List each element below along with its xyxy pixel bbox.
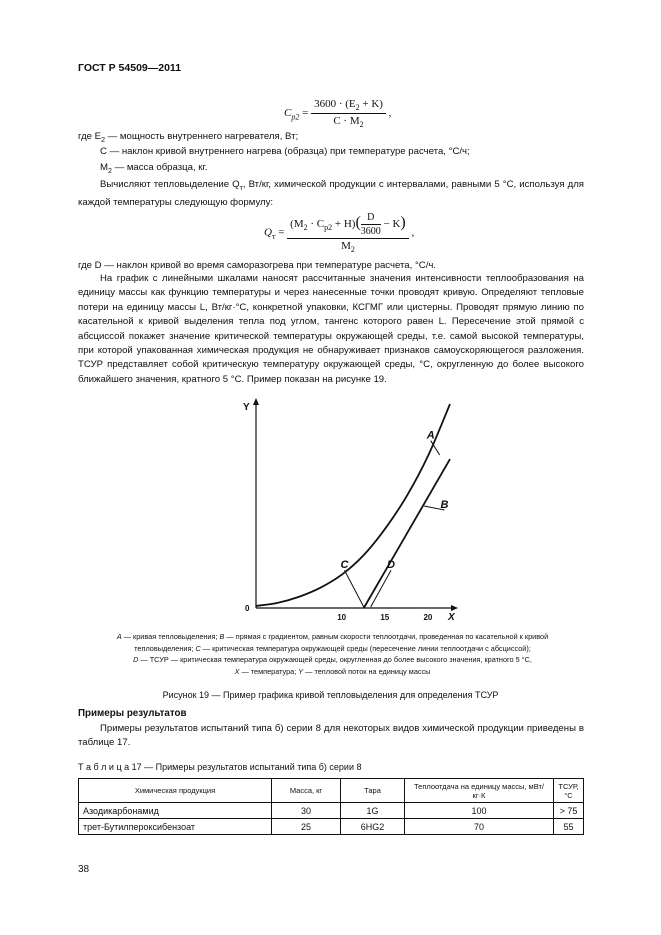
legend-d-text: — ТСУР — критическая температура окружающей среды, округленная до более высокого значения, кратного 5 °С, [138,655,532,664]
section-text: Примеры результатов испытаний типа б) серии 8 для некоторых видов химической продукции приведены в таблице 17. [78,723,584,749]
col-header-sadt: ТСУР, °С [554,779,584,803]
formula2-den-sub: 2 [350,245,355,255]
table-title [78,762,361,772]
annotation-leader-D [371,570,391,607]
annotation-label-A: A [426,429,435,442]
results-table [78,778,584,835]
heat-release-chart [236,398,466,628]
x-axis-label: X [448,612,455,623]
annotation-label-B: B [440,499,449,512]
formula2-denominator [287,239,409,254]
cell-heat-loss: 100 [405,803,554,819]
formula2-lhs: Q [264,226,272,239]
formula1-lhs: C [284,107,292,120]
legend-c-text: — критическая температура окружающей среды (пересечение линии теплоотдачи с абсциссой); [200,643,531,653]
table-title-rest: — Примеры результатов испытаний типа б) серии 8 [141,762,362,772]
page-number: 38 [78,864,90,875]
para1-sub: т [239,184,243,192]
formula2-end: , [411,226,415,239]
formula2-num-a: (M [290,218,304,231]
formula1-denominator [311,114,386,129]
para1-post: , Вт/кг, химической продукции с интервалами, равными 5 °С, используя для каждой температуры следующую формулу: [78,179,584,209]
def-m2-post: — масса образца, кг. [111,162,208,173]
formula1-end: , [388,107,392,120]
legend-x-key: X [234,666,240,676]
figure-legend [60,631,605,677]
formula1-numerator [311,98,386,114]
formula1-lhs-sub: p2 [291,112,300,122]
formula2-eq: = [278,226,285,239]
formula2-inner-fraction [361,212,381,237]
table-header-row [79,779,584,803]
formula2-num-b-sub: p2 [324,223,333,233]
legend-d-key: D [133,655,139,664]
x-tick-label: 20 [423,613,433,622]
formula1-eq: = [302,107,309,120]
def-d: где D — наклон кривой во время саморазогрева при температуре расчета, °С/ч. [78,260,437,271]
series-B-line [364,459,450,608]
formula-cp2 [284,98,391,129]
formula1-num-tail: + K) [359,98,383,110]
formula2-den-text: M [341,240,351,252]
formula2-num-a-sub: 2 [303,223,308,233]
def-c: C — наклон кривой внутреннего нагрева (образца) при температуре расчета, °С/ч; [100,146,470,157]
y-axis-label: Y [243,402,250,413]
legend-y-key: Y [298,666,304,676]
formula2-inner-num: D [361,212,381,225]
origin-label: 0 [245,604,250,613]
legend-line-3 [60,654,605,666]
formula1-den-sub: 2 [359,120,364,130]
formula2-num-b: · C [307,218,325,231]
def-m2-sub: 2 [108,167,112,175]
def-m2 [100,161,208,179]
section-title: Примеры результатов [78,708,187,719]
formula1-den-text: C · M [333,115,360,128]
annotation-leader-C [344,570,363,607]
legend-line-2 [60,643,605,655]
para1-pre: Вычисляют тепловыделение Q [100,179,240,190]
paragraph-graph-method: На график с линейными шкалами наносят рассчитанные значения интенсивности теплообразования на единицу массы как функцию температуры и через нанесенные точки проводят кривую. Определяют тепловые потери на единицу массы L, Вт/кг·°С, конкретной упаковки, КСГМГ или цистерны. Проводят прямую линию по касательной к кривой выделения тепла под углом, тангенс которого равен L. Пересечение этой прямой с абсциссой покажет значение критической температуры окружающей среды, т.е. самой высокой температуры, при которой упакованная химическая продукция не обнаруживает признаков самоускоряющегося разложения. ТСУР представляет собой критическую температуру окружающей среды, °С, округленную до более высокого ближайшего значения, кратного 5 °С. Пример показан на рисунке 19. [78,273,584,385]
document-header: ГОСТ Р 54509—2011 [78,62,182,74]
cell-sadt: 55 [554,819,584,835]
legend-line-4 [60,666,605,678]
formula2-num-c: + H) [332,218,356,231]
paragraph-heat-release [78,178,584,211]
legend-a-text: — кривая тепловыделения; [121,632,220,641]
table-row [79,803,584,819]
def-m2-pre: M [100,162,108,173]
cell-sadt: > 75 [554,803,584,819]
formula1-num-sub: 2 [355,103,360,113]
x-axis-arrow [451,605,458,611]
legend-c-key: C [195,643,201,653]
cell-mass: 25 [272,819,341,835]
cell-packaging: 6HG2 [341,819,405,835]
table-title-prefix: Т а б л и ц а 17 [78,762,142,772]
col-header-packaging: Тара [341,779,405,803]
legend-a-key: A [116,632,122,641]
cell-heat-loss: 70 [405,819,554,835]
cell-packaging: 1G [341,803,405,819]
formula2-fraction [287,212,409,254]
formula2-inner-den: 3600 [360,226,381,237]
figure-caption: Рисунок 19 — Пример графика кривой тепловыделения для определения ТСУР [162,690,499,700]
col-header-mass: Масса, кг [272,779,341,803]
legend-x-text: — температура; [239,666,299,676]
annotation-label-C: C [340,559,349,572]
legend-b-text: — прямая с градиентом, равным скорости теплоотдачи, проведенная по касательной к кривой [224,632,549,641]
col-header-heat-loss: Теплоотдача на единицу массы, мВт/кг·К [405,779,554,803]
col-header-product: Химическая продукция [79,779,272,803]
legend-y-text: — тепловой поток на единицу массы [303,666,431,676]
legend-line-1 [60,631,605,643]
legend-b-key: B [219,632,225,641]
formula2-numerator: $(M_2 \cdot C_{p2} + H)$( $\frac{D}{3600}$ − K) [287,212,409,239]
series-A-line [256,404,450,606]
x-tick-label: 10 [337,613,347,622]
formula1-num-text: 3600 · (E [314,98,356,110]
formula1-fraction [311,98,386,129]
cell-mass: 30 [272,803,341,819]
annotation-label-D: D [387,559,396,572]
x-tick-label: 15 [380,613,390,622]
formula-qt [264,212,414,254]
def-e2-pre: где E [78,131,102,142]
table-row [79,819,584,835]
def-e2-sub: 2 [101,136,105,144]
def-e2-post: — мощность внутреннего нагревателя, Вт; [104,131,299,142]
cell-product: трет-Бутилпероксибензоат [79,819,272,835]
formula2-inner-tail: − K [380,218,401,231]
y-axis-arrow [253,398,259,405]
formula2-lhs-sub: т [271,231,276,241]
cell-product: Азодикарбонамид [79,803,272,819]
legend-l2-text: тепловыделения; [134,643,196,653]
